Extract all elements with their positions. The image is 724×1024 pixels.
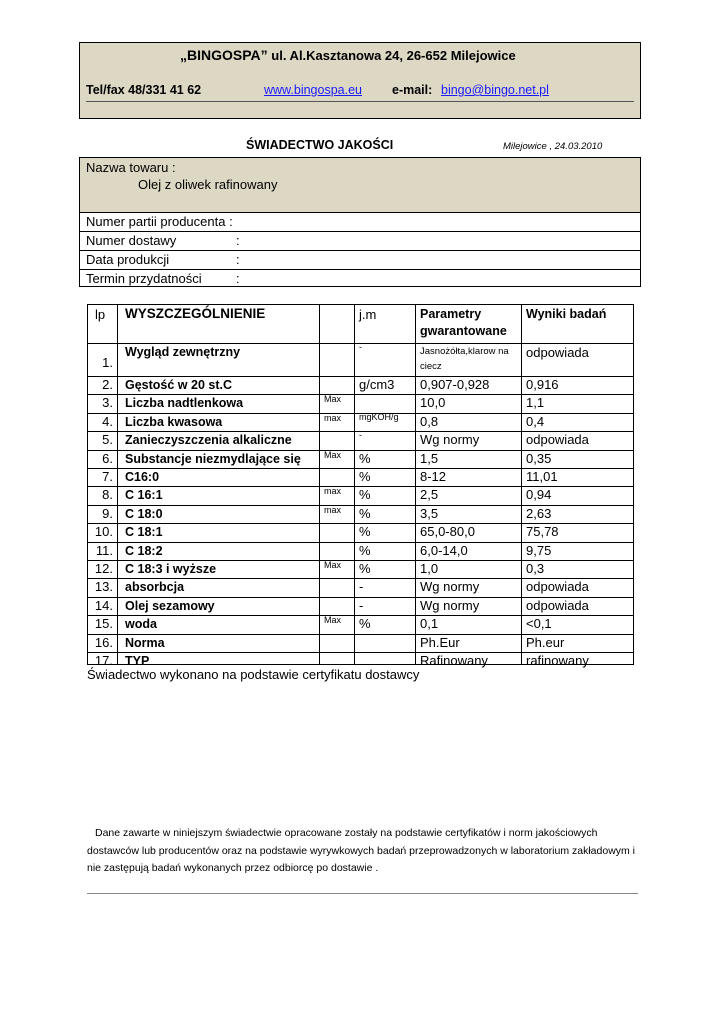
row-param: 1,5 xyxy=(420,450,439,466)
row-divider xyxy=(88,343,633,344)
row-divider xyxy=(88,634,633,635)
company-address-line xyxy=(180,47,516,63)
row-divider xyxy=(88,450,633,451)
field-expiry-date xyxy=(80,270,640,288)
product-info-box xyxy=(79,157,641,287)
row-param: Wg normy xyxy=(420,432,480,448)
row-param: Wg normy xyxy=(420,597,480,613)
product-name-label: Nazwa towaru : xyxy=(86,160,176,175)
row-result: 11,01 xyxy=(526,469,558,484)
row-unit: % xyxy=(359,542,371,558)
header-divider xyxy=(86,101,634,102)
row-unit: g/cm3 xyxy=(359,377,395,392)
field-production-date xyxy=(80,251,640,270)
row-result: 9,75 xyxy=(526,542,552,558)
company-name: „BINGOSPA” xyxy=(180,47,268,63)
row-result: 0,916 xyxy=(526,377,559,392)
row-number: 13. xyxy=(94,579,113,595)
row-unit: % xyxy=(359,616,371,632)
company-address: ul. Al.Kasztanowa 24, 26-652 Milejowice xyxy=(271,48,516,63)
row-unit: % xyxy=(359,487,371,503)
row-result: <0,1 xyxy=(526,616,552,632)
row-name: C 18:3 i wyższe xyxy=(125,562,217,576)
company-phone: Tel/fax 48/331 41 62 xyxy=(86,83,202,97)
row-result: rafinowany xyxy=(526,653,589,668)
row-name: C 16:1 xyxy=(125,488,163,503)
row-unit: - xyxy=(359,579,364,595)
row-number: 11. xyxy=(95,542,113,558)
header-params-2: gwarantowane xyxy=(420,324,507,338)
row-param: 0,1 xyxy=(420,616,439,632)
row-unit: - xyxy=(359,342,362,352)
row-qualifier: Max xyxy=(324,449,342,460)
row-name: C 18:0 xyxy=(125,506,163,521)
column-divider xyxy=(415,305,416,664)
row-result: odpowiada xyxy=(526,432,589,448)
row-divider xyxy=(88,560,633,561)
row-name: Olej sezamowy xyxy=(125,598,215,613)
row-divider xyxy=(88,505,633,506)
row-name: Wygląd zewnętrzny xyxy=(125,345,241,359)
row-param: 65,0-80,0 xyxy=(420,524,475,540)
field-colon: : xyxy=(236,252,240,267)
row-number: 1. xyxy=(102,355,113,370)
row-divider xyxy=(88,394,633,395)
row-result: 0,3 xyxy=(526,561,545,576)
row-number: 15. xyxy=(94,616,113,632)
row-unit: % xyxy=(359,524,371,540)
quality-table xyxy=(87,304,634,668)
row-divider xyxy=(88,431,633,432)
column-divider xyxy=(117,305,118,664)
row-param: Ph.Eur xyxy=(420,634,460,650)
row-divider xyxy=(88,486,633,487)
product-name-section xyxy=(80,158,640,213)
row-param: 10,0 xyxy=(420,395,446,411)
header-params-1: Parametry xyxy=(420,307,482,321)
row-number: 14. xyxy=(94,597,113,613)
row-qualifier: max xyxy=(324,412,342,423)
row-param: 2,5 xyxy=(420,487,439,503)
row-name: C 18:1 xyxy=(125,525,163,540)
row-result: 2,63 xyxy=(526,505,552,521)
disclaimer-text xyxy=(87,825,642,878)
row-number: 2. xyxy=(102,377,113,392)
row-param: Rafinowany xyxy=(420,653,488,668)
website-link[interactable]: www.bingospa.eu xyxy=(264,83,362,97)
row-divider xyxy=(88,597,633,598)
field-colon: : xyxy=(236,233,240,248)
header-results: Wyniki badań xyxy=(526,307,607,321)
row-result: 0,35 xyxy=(526,450,552,466)
field-colon: : xyxy=(236,271,240,286)
row-number: 10. xyxy=(94,524,113,540)
row-param: 3,5 xyxy=(420,505,439,521)
row-param: 0,907-0,928 xyxy=(420,377,490,392)
row-qualifier: max xyxy=(324,504,342,515)
row-result: 0,94 xyxy=(526,487,552,503)
row-param: Wg normy xyxy=(420,579,480,595)
row-number: 5. xyxy=(102,432,113,448)
row-divider xyxy=(88,376,633,377)
header-spec: WYSZCZEGÓLNIENIE xyxy=(125,306,266,321)
row-divider xyxy=(88,578,633,579)
column-divider xyxy=(521,305,522,664)
header-lp: lp xyxy=(95,307,106,322)
row-divider xyxy=(88,523,633,524)
field-label: Numer dostawy xyxy=(86,233,177,248)
row-result: 75,78 xyxy=(526,524,559,540)
row-number: 8. xyxy=(102,487,113,503)
row-name: Gęstość w 20 st.C xyxy=(125,378,232,392)
row-unit: % xyxy=(359,505,371,521)
row-name: Zanieczyszczenia alkaliczne xyxy=(125,433,292,448)
row-number: 7. xyxy=(102,469,113,484)
certificate-note: Świadectwo wykonano na podstawie certyfikatu dostawcy xyxy=(87,667,420,682)
row-result: odpowiada xyxy=(526,579,589,595)
row-name: TYP xyxy=(125,654,150,668)
row-unit: - xyxy=(359,430,362,441)
row-number: 9. xyxy=(102,505,113,521)
row-unit: % xyxy=(359,561,371,576)
field-delivery-number xyxy=(80,232,640,251)
field-label: Termin przydatności xyxy=(86,271,202,286)
row-name: Substancje niezmydlające się xyxy=(125,451,301,466)
row-param: 8-12 xyxy=(420,469,447,484)
row-number: 12. xyxy=(94,561,113,576)
row-number: 16. xyxy=(94,634,113,650)
row-divider xyxy=(88,615,633,616)
row-name: C 18:2 xyxy=(125,543,163,558)
bottom-divider xyxy=(87,893,638,894)
row-unit: % xyxy=(359,469,371,484)
row-number: 17. xyxy=(94,653,113,668)
field-batch-number xyxy=(80,213,640,232)
row-unit: - xyxy=(359,597,364,613)
header-unit: j.m xyxy=(359,307,377,322)
row-number: 6. xyxy=(102,450,113,466)
email-link[interactable]: bingo@bingo.net.pl xyxy=(441,83,549,97)
row-qualifier: max xyxy=(324,486,342,497)
row-result: odpowiada xyxy=(526,345,589,360)
row-result: 1,1 xyxy=(526,395,545,411)
field-label: Data produkcji xyxy=(86,252,170,267)
row-divider xyxy=(88,468,633,469)
row-name: woda xyxy=(125,617,157,632)
row-result: Ph.eur xyxy=(526,634,565,650)
document-date: Milejowice , 24.03.2010 xyxy=(503,141,603,152)
email-label: e-mail: xyxy=(392,83,433,97)
row-unit: % xyxy=(359,450,371,466)
row-param: 0,8 xyxy=(420,413,439,429)
row-qualifier: Max xyxy=(324,560,342,570)
row-qualifier: Max xyxy=(324,615,342,626)
row-name: C16:0 xyxy=(125,470,160,484)
row-number: 3. xyxy=(102,395,113,411)
row-name: Liczba nadtlenkowa xyxy=(125,396,244,411)
row-name: absorbcja xyxy=(125,580,185,595)
row-param: Jasnożółta,klarow na ciecz xyxy=(420,346,509,372)
row-qualifier: Max xyxy=(324,394,342,405)
row-param: 1,0 xyxy=(420,561,439,576)
row-number: 4. xyxy=(102,413,113,429)
row-divider xyxy=(88,652,633,653)
row-result: 0,4 xyxy=(526,413,545,429)
row-param: 6,0-14,0 xyxy=(420,542,468,558)
row-divider xyxy=(88,542,633,543)
row-name: Norma xyxy=(125,635,165,650)
row-name: Liczba kwasowa xyxy=(125,414,223,429)
row-result: odpowiada xyxy=(526,597,589,613)
row-divider xyxy=(88,413,633,414)
disclaimer-body: Dane zawarte w niniejszym świadectwie opracowane zostały na podstawie certyfikatów i norm jakościowych dostawców lub producentów oraz na podstawie wyrywkowych badań przeprowadzonych w laboratorium zakładowym i nie zastępują badań wykonanych przez odbiorcę po dostawie . xyxy=(87,827,636,874)
company-header xyxy=(79,42,641,119)
product-name-value: Olej z oliwek rafinowany xyxy=(138,177,278,192)
field-label: Numer partii producenta : xyxy=(86,214,233,229)
row-unit: mgKOH/g xyxy=(359,411,399,422)
document-title: ŚWIADECTWO JAKOŚCI xyxy=(246,138,394,152)
